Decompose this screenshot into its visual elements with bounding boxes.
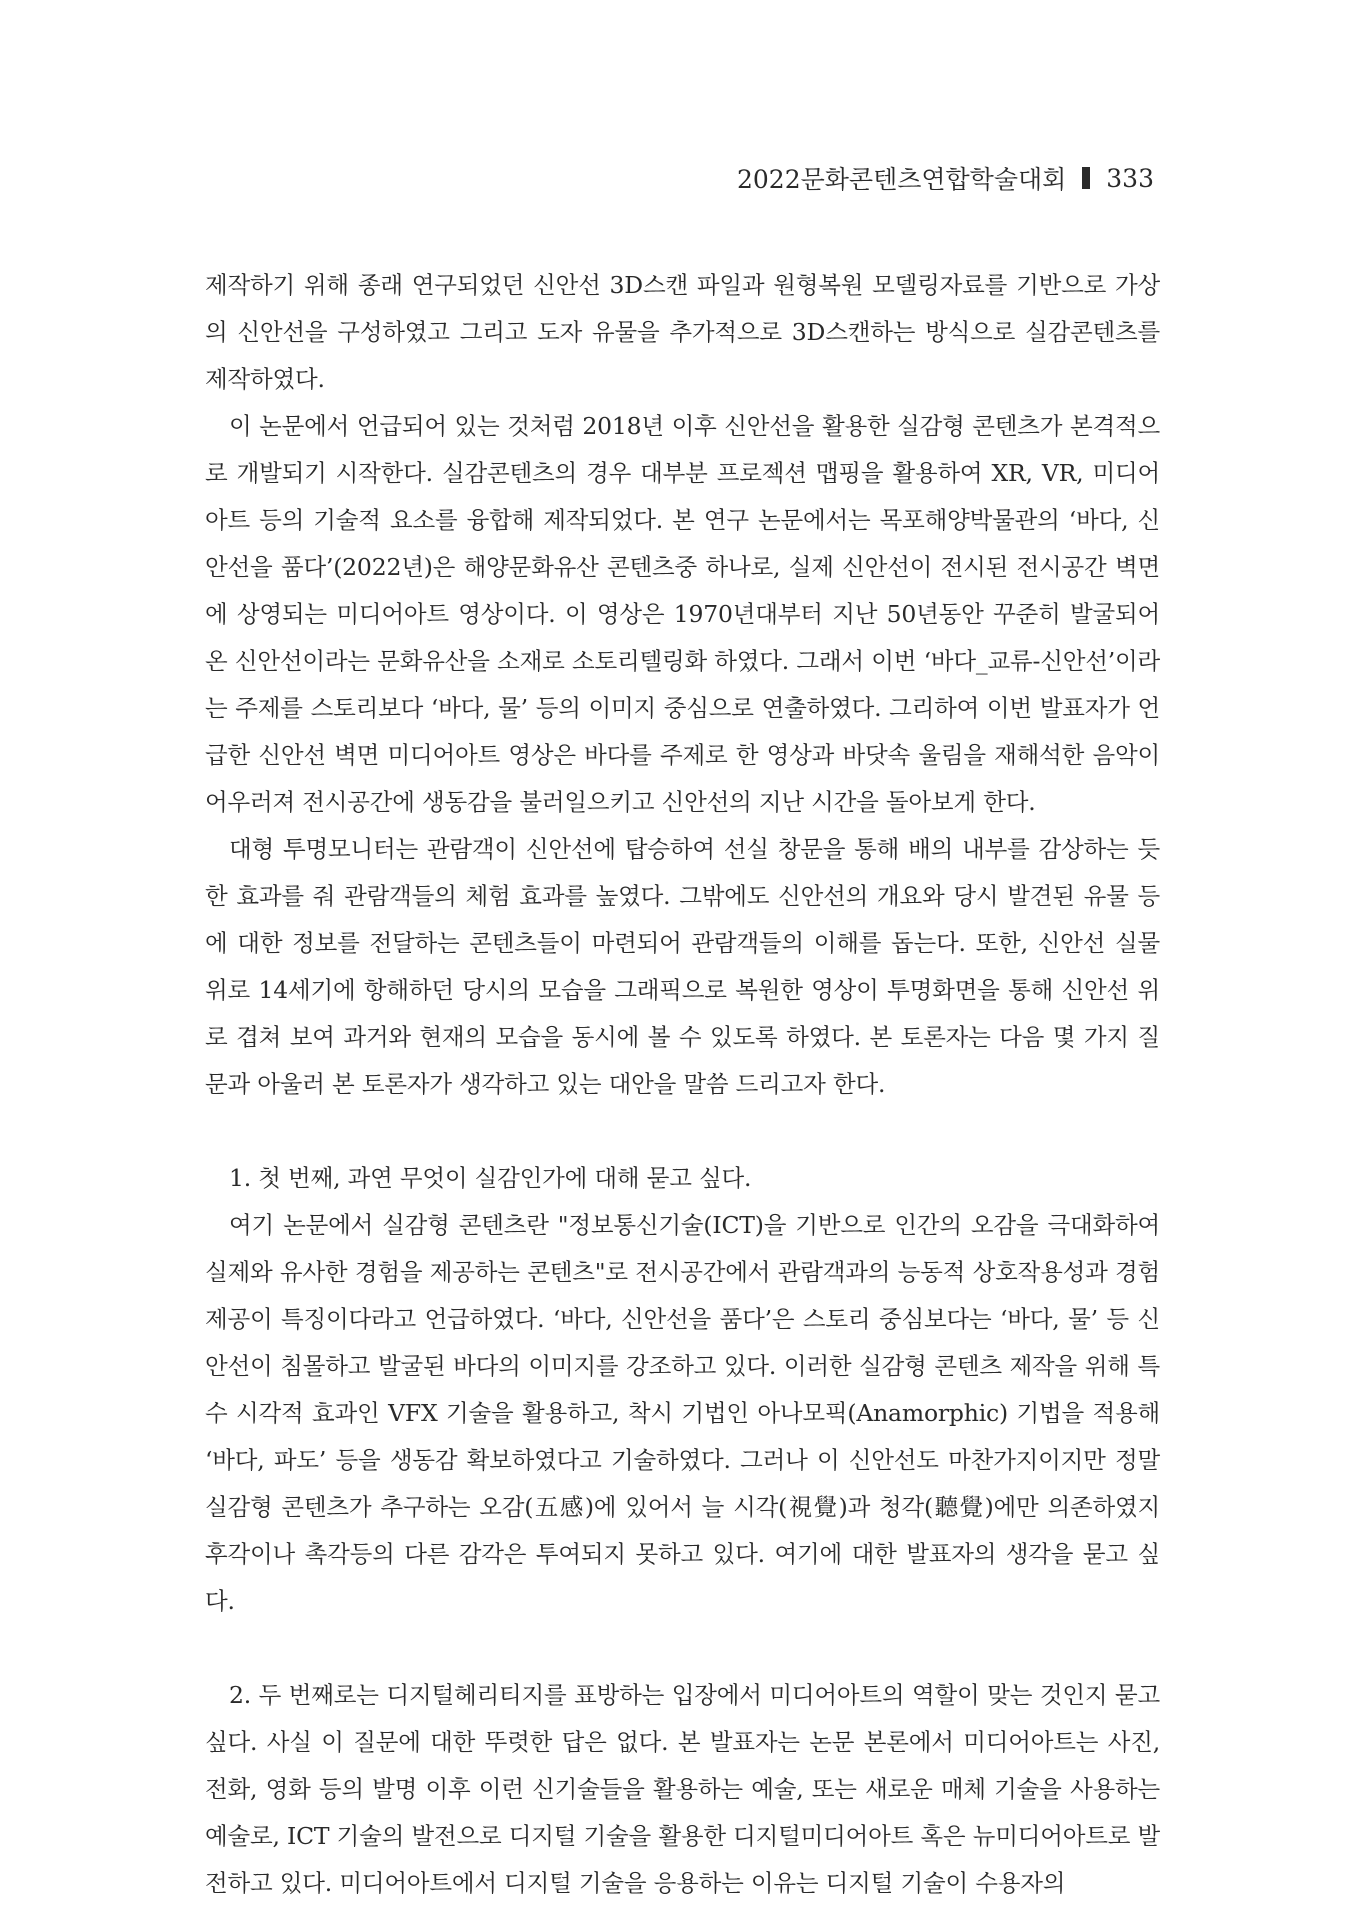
running-header xyxy=(737,160,1154,196)
paragraph-transparent-monitor: 대형 투명모니터는 관람객이 신안선에 탑승하여 선실 창문을 통해 배의 내부를 감상하는 듯한 효과를 줘 관람객들의 체험 효과를 높였다. 그밖에도 신안선의 개요와 당시 발견된 유물 등에 대한 정보를 전달하는 콘텐츠들이 마련되어 관람객들의 이해를 돕는다. 또한, 신안선 실물 위로 14세기에 항해하던 당시의 모습을 그래픽으로 복원한 영상이 투명화면을 통해 신안선 위로 겹쳐 보여 과거와 현재의 모습을 동시에 볼 수 있도록 하였다. 본 토론자는 다음 몇 가지 질문과 아울러 본 토론자가 생각하고 있는 대안을 말씀 드리고자 한다. xyxy=(205,835,1160,1098)
page-number: 333 xyxy=(1106,163,1154,193)
question-2-body: 2. 두 번째로는 디지털헤리티지를 표방하는 입장에서 미디어아트의 역할이 맞는 것인지 묻고 싶다. 사실 이 질문에 대한 뚜렷한 답은 없다. 본 발표자는 논문 본론에서 미디어아트는 사진, 전화, 영화 등의 발명 이후 이런 신기술들을 활용하는 예술, 또는 새로운 매체 기술을 사용하는 예술로, ICT 기술의 발전으로 디지털 기술을 활용한 디지털미디어아트 혹은 뉴미디어아트로 발전하고 있다. 미디어아트에서 디지털 기술을 응용하는 이유는 디지털 기술이 수용자의 xyxy=(205,1681,1160,1897)
running-title: 2022문화콘텐츠연합학술대회 xyxy=(737,165,1067,194)
body-text xyxy=(205,262,1160,1907)
paragraph-realistic-content: 이 논문에서 언급되어 있는 것처럼 2018년 이후 신안선을 활용한 실감형 콘텐츠가 본격적으로 개발되기 시작한다. 실감콘텐츠의 경우 대부분 프로젝션 맵핑을 활용하여 XR, VR, 미디어 아트 등의 기술적 요소를 융합해 제작되었다. 본 연구 논문에서는 목포해양박물관의 ‘바다, 신안선을 품다’(2022년)은 해양문화유산 콘텐츠중 하나로, 실제 신안선이 전시된 전시공간 벽면에 상영되는 미디어아트 영상이다. 이 영상은 1970년대부터 지난 50년동안 꾸준히 발굴되어온 신안선이라는 문화유산을 소재로 소토리텔링화 하였다. 그래서 이번 ‘바다_교류-신안선’이라는 주제를 스토리보다 ‘바다, 물’ 등의 이미지 중심으로 연출하였다. 그리하여 이번 발표자가 언급한 신안선 벽면 미디어아트 영상은 바다를 주제로 한 영상과 바닷속 울림을 재해석한 음악이 어우러져 전시공간에 생동감을 불러일으키고 신안선의 지난 시간을 돌아보게 한다. xyxy=(205,412,1160,816)
header-separator xyxy=(1082,167,1090,189)
question-1-heading: 1. 첫 번째, 과연 무엇이 실감인가에 대해 묻고 싶다. xyxy=(229,1164,752,1192)
paragraph-continuation: 제작하기 위해 종래 연구되었던 신안선 3D스캔 파일과 원형복원 모델링자료를 기반으로 가상의 신안선을 구성하였고 그리고 도자 유물을 추가적으로 3D스캔하는 방식으로 실감콘텐츠를 제작하였다. xyxy=(205,271,1160,393)
question-1-body: 여기 논문에서 실감형 콘텐츠란 "정보통신기술(ICT)을 기반으로 인간의 오감을 극대화하여 실제와 유사한 경험을 제공하는 콘텐츠"로 전시공간에서 관람객과의 능동적 상호작용성과 경험제공이 특징이다라고 언급하였다. ‘바다, 신안선을 품다’은 스토리 중심보다는 ‘바다, 물’ 등 신안선이 침몰하고 발굴된 바다의 이미지를 강조하고 있다. 이러한 실감형 콘텐츠 제작을 위해 특수 시각적 효과인 VFX 기술을 활용하고, 착시 기법인 아나모픽(Anamorphic) 기법을 적용해 ‘바다, 파도’ 등을 생동감 확보하였다고 기술하였다. 그러나 이 신안선도 마찬가지이지만 정말 실감형 콘텐츠가 추구하는 오감(五感)에 있어서 늘 시각(視覺)과 청각(聽覺)에만 의존하였지 후각이나 촉각등의 다른 감각은 투여되지 못하고 있다. 여기에 대한 발표자의 생각을 묻고 싶다. xyxy=(205,1211,1160,1615)
